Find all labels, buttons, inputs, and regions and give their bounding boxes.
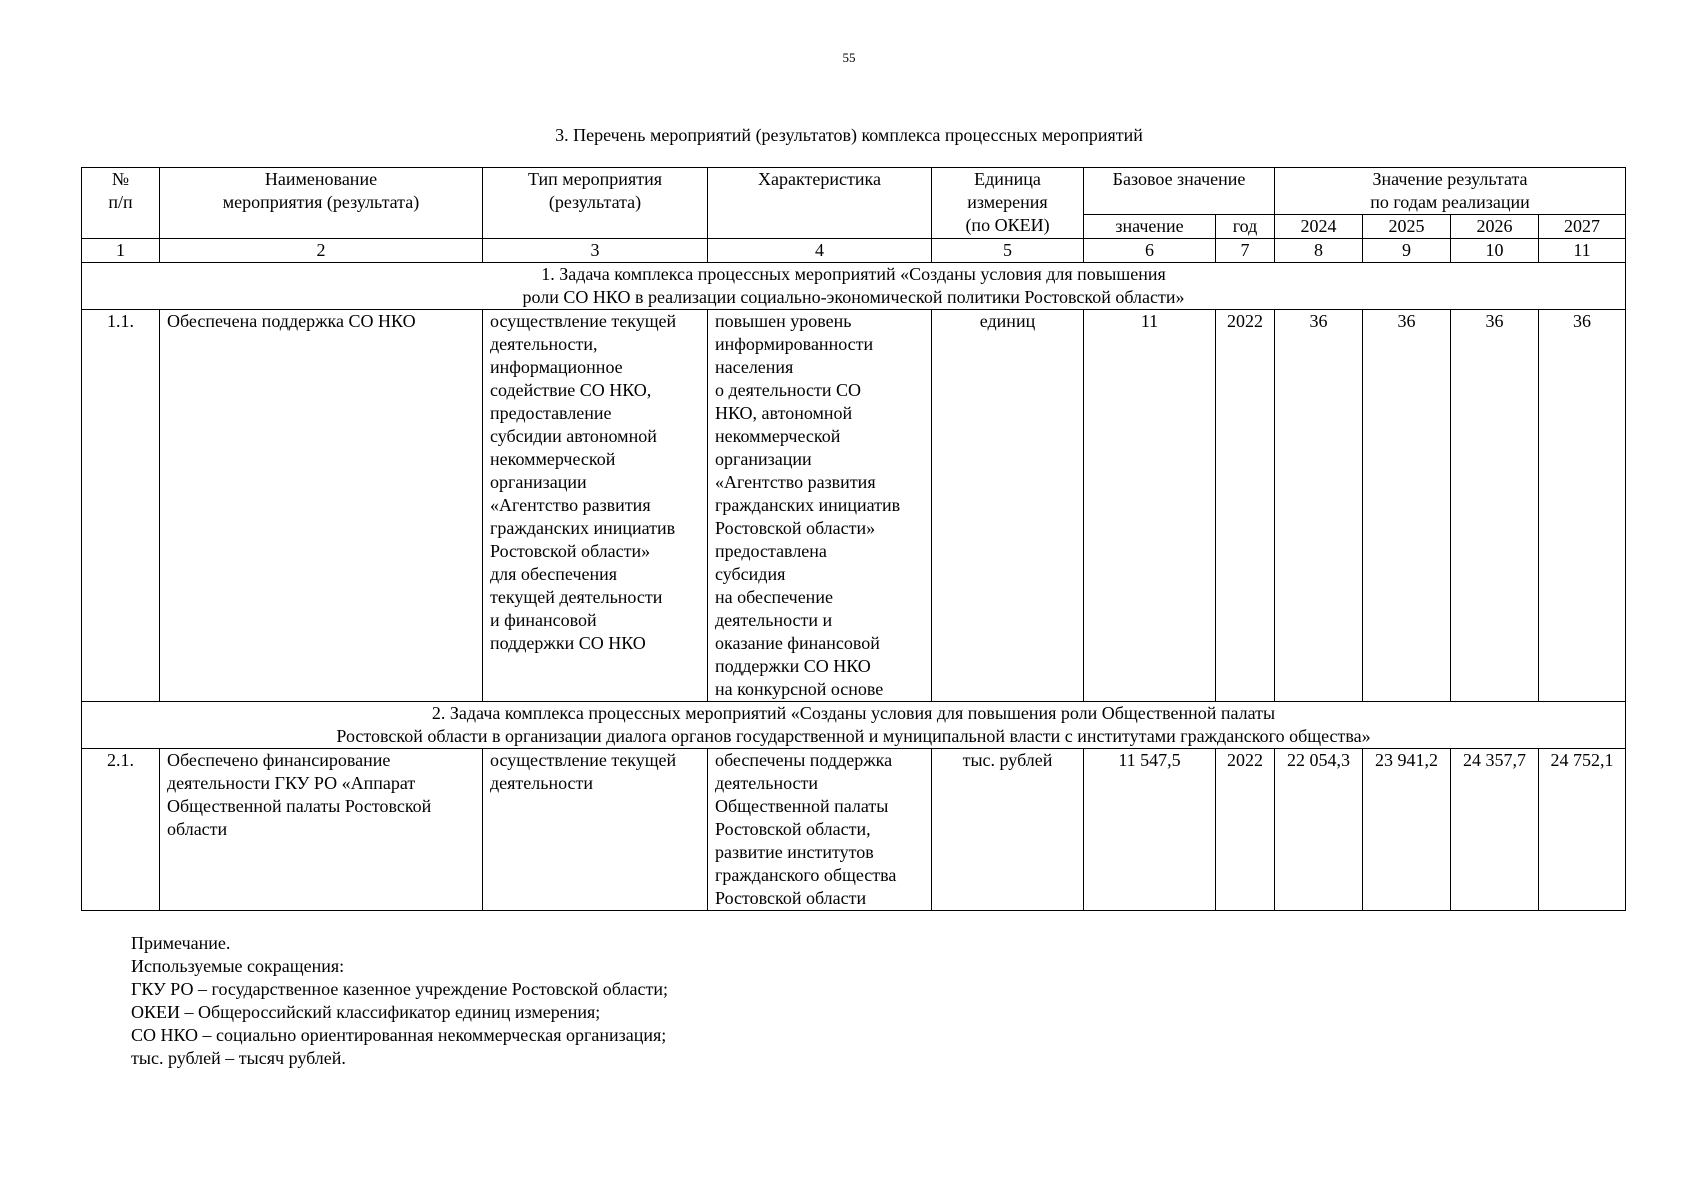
row-characteristic: повышен уровень информированности населения о деятельности СО НКО, автономной некоммерческой организации «Агентство развития гражданских инициатив Ростовской области» предоставлена субсидия на обеспечение деятельности и оказание финансовой поддержки СО НКО на конкурсной основе <box>708 310 932 702</box>
header-name: Наименование мероприятия (результата) <box>160 168 483 239</box>
row-characteristic: обеспечены поддержка деятельности Общественной палаты Ростовской области, развитие институтов гражданского общества Ростовской области <box>708 749 932 911</box>
row-unit: единиц <box>932 310 1084 702</box>
header-result: Значение результата по годам реализации <box>1275 168 1626 215</box>
row-type: осуществление текущей деятельности <box>483 749 708 911</box>
column-number: 4 <box>708 239 932 263</box>
task-1-heading: 1. Задача комплекса процессных мероприятий «Созданы условия для повышения роли СО НКО в реализации социально-экономической политики Ростовской области» <box>82 263 1626 310</box>
task-row-1 <box>82 263 1626 310</box>
header-base: Базовое значение <box>1084 168 1275 215</box>
row-value-2027: 24 752,1 <box>1539 749 1626 911</box>
table-row <box>82 749 1626 911</box>
task-row-2 <box>82 702 1626 749</box>
header-base-value: значение <box>1084 215 1216 239</box>
header-unit: Единица измерения (по ОКЕИ) <box>932 168 1084 239</box>
header-2027: 2027 <box>1539 215 1626 239</box>
notes-title: Примечание. <box>131 933 231 953</box>
notes-subtitle: Используемые сокращения: <box>131 956 345 976</box>
header-row-1 <box>82 168 1626 215</box>
column-number: 6 <box>1084 239 1216 263</box>
section-title: 3. Перечень мероприятий (результатов) комплекса процессных мероприятий <box>555 125 1143 145</box>
column-number: 5 <box>932 239 1084 263</box>
header-num: № п/п <box>82 168 160 239</box>
header-base-year: год <box>1216 215 1275 239</box>
header-2025: 2025 <box>1363 215 1451 239</box>
row-base-value: 11 547,5 <box>1084 749 1216 911</box>
notes-item: ГКУ РО – государственное казенное учреждение Ростовской области; <box>131 979 668 999</box>
column-number: 9 <box>1363 239 1451 263</box>
task-2-heading: 2. Задача комплекса процессных мероприятий «Созданы условия для повышения роли Общественной палаты Ростовской области в организации диалога органов государственной и муниципальной власти с институтами гражданского общества» <box>82 702 1626 749</box>
row-value-2025: 36 <box>1363 310 1451 702</box>
column-number: 7 <box>1216 239 1275 263</box>
column-number: 8 <box>1275 239 1363 263</box>
table-row <box>82 310 1626 702</box>
column-number-row <box>82 239 1626 263</box>
row-value-2024: 36 <box>1275 310 1363 702</box>
notes <box>131 932 668 1070</box>
notes-item: ОКЕИ – Общероссийский классификатор единиц измерения; <box>131 1002 601 1022</box>
row-base-year: 2022 <box>1216 749 1275 911</box>
column-number: 2 <box>160 239 483 263</box>
row-unit: тыс. рублей <box>932 749 1084 911</box>
row-num: 2.1. <box>82 749 160 911</box>
row-num: 1.1. <box>82 310 160 702</box>
row-value-2024: 22 054,3 <box>1275 749 1363 911</box>
row-base-year: 2022 <box>1216 310 1275 702</box>
column-number: 10 <box>1451 239 1539 263</box>
row-value-2026: 36 <box>1451 310 1539 702</box>
header-2024: 2024 <box>1275 215 1363 239</box>
column-number: 1 <box>82 239 160 263</box>
row-type: осуществление текущей деятельности, информационное содействие СО НКО, предоставление субсидии автономной некоммерческой организации «Агентство развития гражданских инициатив Ростовской области» для обеспечения текущей деятельности и финансовой поддержки СО НКО <box>483 310 708 702</box>
row-name: Обеспечено финансирование деятельности ГКУ РО «Аппарат Общественной палаты Ростовской области <box>160 749 483 911</box>
row-name: Обеспечена поддержка СО НКО <box>160 310 483 702</box>
row-value-2027: 36 <box>1539 310 1626 702</box>
row-value-2026: 24 357,7 <box>1451 749 1539 911</box>
column-number: 11 <box>1539 239 1626 263</box>
header-characteristic: Характеристика <box>708 168 932 239</box>
row-value-2025: 23 941,2 <box>1363 749 1451 911</box>
column-number: 3 <box>483 239 708 263</box>
notes-item: тыс. рублей – тысяч рублей. <box>131 1048 346 1068</box>
row-base-value: 11 <box>1084 310 1216 702</box>
measures-table <box>81 167 1626 911</box>
page-number: 55 <box>842 50 856 65</box>
header-2026: 2026 <box>1451 215 1539 239</box>
notes-item: СО НКО – социально ориентированная некоммерческая организация; <box>131 1025 667 1045</box>
header-type: Тип мероприятия (результата) <box>483 168 708 239</box>
